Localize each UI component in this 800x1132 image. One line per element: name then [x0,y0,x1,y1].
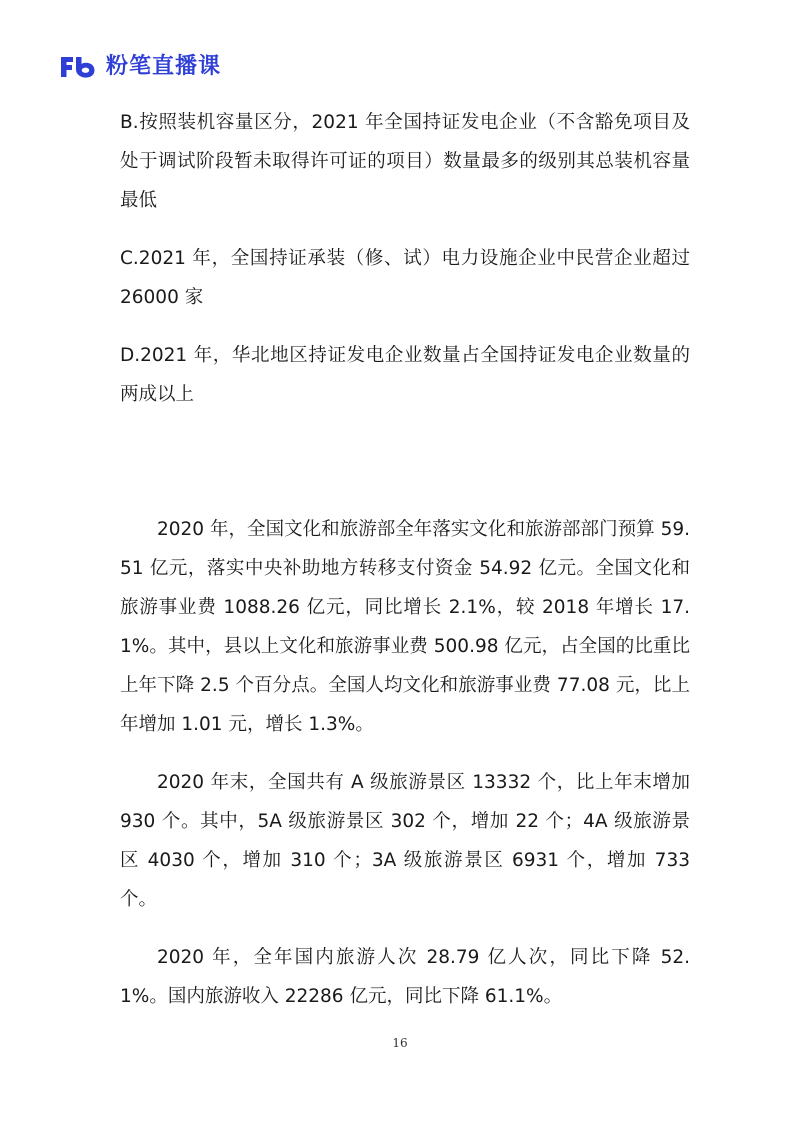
page-number: 16 [392,1036,408,1050]
page-header [58,50,221,84]
material-paragraph-3: 2020 年，全年国内旅游人次 28.79 亿人次，同比下降 52.1%。国内旅游收入 22286 亿元，同比下降 61.1%。 [120,947,690,1007]
brand-name: 粉笔直播课 [106,54,222,79]
material-paragraph-2: 2020 年末，全国共有 A 级旅游景区 13332 个，比上年末增加 930 个。其中，5A 级旅游景区 302 个，增加 22 个；4A 级旅游景区 4030 个，增加 310 个；3A 级旅游景区 6931 个，增加 733 个。 [120,772,690,910]
material-paragraph-1: 2020 年，全国文化和旅游部全年落实文化和旅游部部门预算 59.51 亿元，落实中央补助地方转移支付资金 54.92 亿元。全国文化和旅游事业费 1088.26 亿元，同比增长 2.1%，较 2018 年增长 17.1%。其中，县以上文化和旅游事业费 500.98 亿元，占全国的比重比上年下降 2.5 个百分点。全国人均文化和旅游事业费 77.08 元，比上年增加 1.01 元，增长 1.3%。 [120,519,690,735]
fb-logo-icon [58,54,98,80]
option-d: D.2021 年，华北地区持证发电企业数量占全国持证发电企业数量的两成以上 [120,345,690,405]
option-b: B.按照装机容量区分，2021 年全国持证发电企业（不含豁免项目及处于调试阶段暂未取得许可证的项目）数量最多的级别其总装机容量最低 [120,112,690,211]
section-spacer [120,414,690,510]
document-body [120,103,690,1016]
option-c: C.2021 年，全国持证承装（修、试）电力设施企业中民营企业超过 26000 家 [120,248,690,308]
